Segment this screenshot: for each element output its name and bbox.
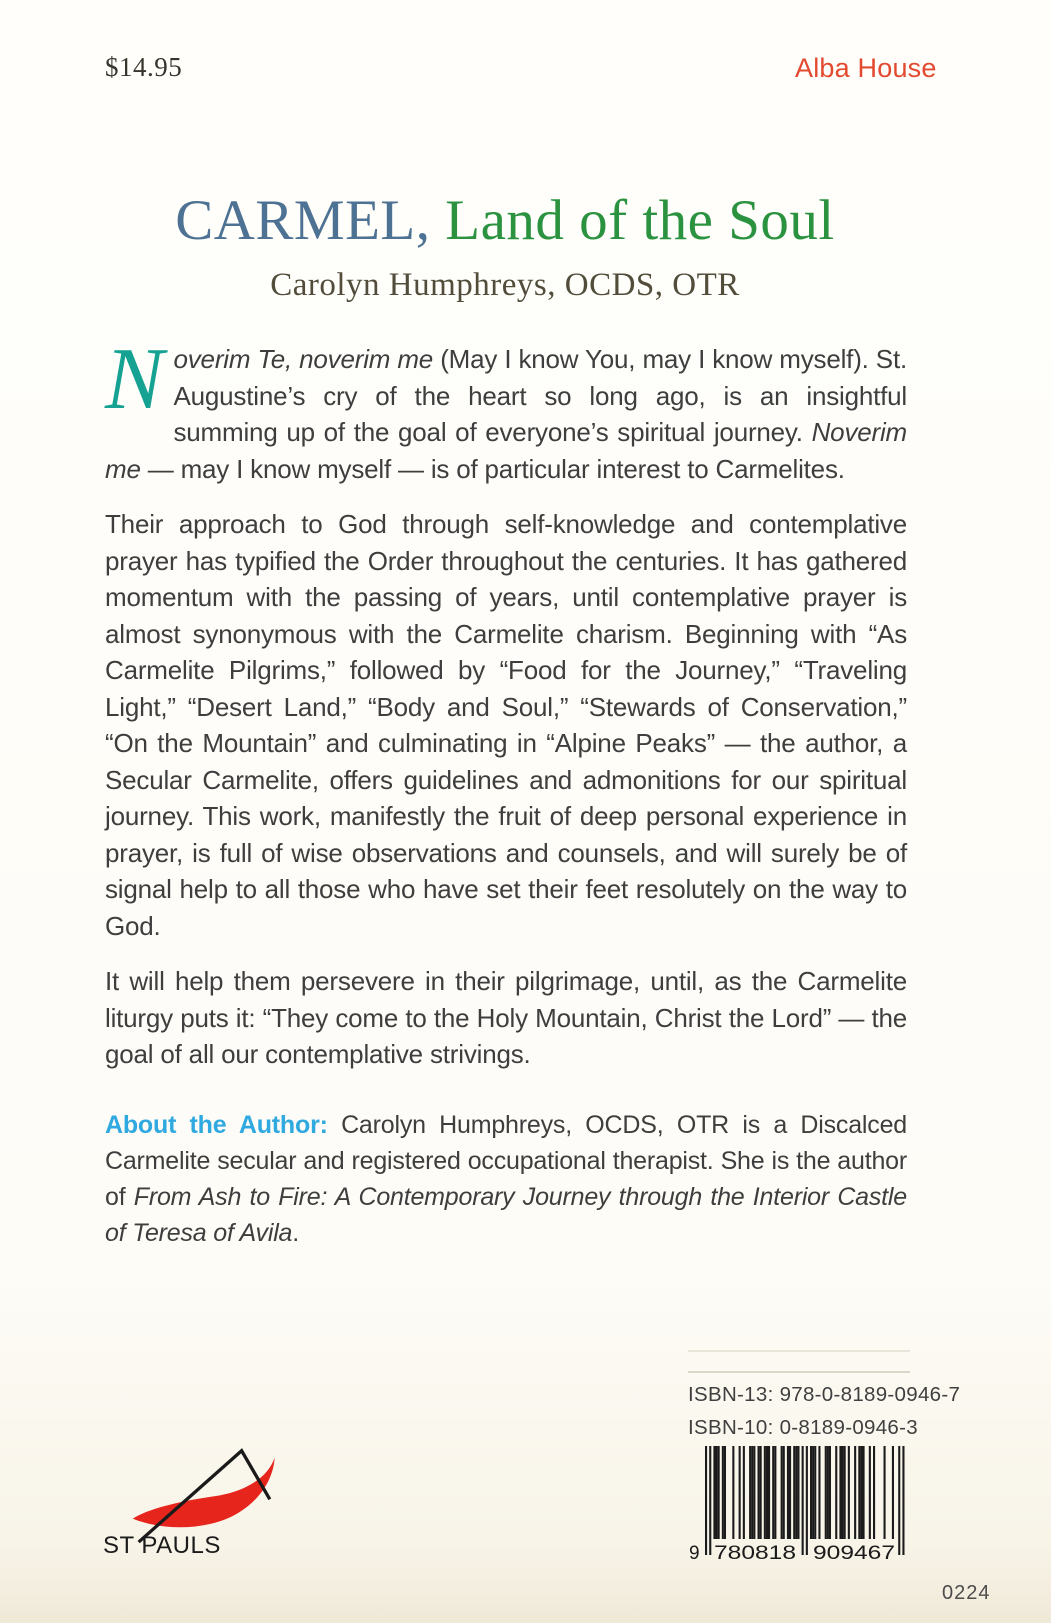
print-code: 0224 (942, 1582, 991, 1604)
paragraph-1-text: (May I know You, may I know myself). St. Augustine’s cry of the heart so long ago, is an insightful summing up of the goal of everyone’s spiritual journey. (173, 344, 907, 447)
st-pauls-wordmark: ST PAULS (103, 1532, 221, 1559)
blurb-paragraph-2: Their approach to God through self-knowledge and contemplative prayer has typified the Order throughout the centuries. It has gathered momentum with the passing of years, until contemplative prayer is almost synonymous with the Carmelite charism. Beginning with “As Carmelite Pilgrims,” followed by “Food for the Journey,” “Traveling Light,” “Desert Land,” “Body and Soul,” “Stewards of Conservation,” “On the Mountain” and culminating in “Alpine Peaks” — the author, a Secular Carmelite, offers guidelines and admonitions for our spiritual journey. This work, manifestly the fruit of deep personal experience in prayer, is full of wise observations and counsels, and will surely be of signal help to all those who have set their feet resolutely on the way to God. (105, 509, 907, 941)
publisher-logo (103, 1437, 323, 1562)
about-author-book-title: From Ash to Fire: A Contemporary Journey through the Interior Castle of Teresa of Avila (105, 1182, 907, 1247)
publisher-name: Alba House (795, 53, 937, 83)
book-title-main: CARMEL, (175, 189, 431, 252)
book-author: Carolyn Humphreys, OCDS, OTR (270, 266, 740, 303)
book-title-rest: Land of the Soul (430, 189, 835, 252)
svg-text:909467: 909467 (813, 1543, 895, 1563)
barcode (688, 1446, 918, 1568)
latin-phrase-2: Noverim me (105, 417, 907, 484)
blurb-paragraph-1 (105, 331, 907, 487)
blurb-column (105, 331, 907, 1270)
divider-line (688, 1350, 910, 1352)
price-label: $14.95 (105, 52, 183, 82)
blurb-paragraph-3: It will help them persevere in their pilgrimage, until, as the Carmelite liturgy puts it: “They come to the Holy Mountain, Christ the Lord” — the goal of all our contemplative strivings. (105, 966, 907, 1069)
dropcap-n: N (105, 331, 164, 428)
title-block (0, 190, 1010, 304)
svg-text:9: 9 (689, 1543, 700, 1563)
ean13-barcode-icon (688, 1446, 907, 1563)
divider-line (688, 1371, 910, 1373)
svg-text:780818: 780818 (714, 1543, 796, 1563)
isbn-block (688, 1350, 961, 1568)
book-title (0, 190, 1010, 253)
isbn-10: ISBN-10: 0-8189-0946-3 (688, 1416, 918, 1439)
isbn-13: ISBN-13: 978-0-8189-0946-7 (688, 1383, 961, 1406)
latin-phrase: overim Te, noverim me (173, 344, 434, 374)
about-author-text: Carolyn Humphreys, OCDS, OTR is a Discalced Carmelite secular and registered occupational therapist. She is the author of (105, 1110, 907, 1211)
about-author-period: . (292, 1218, 300, 1247)
paragraph-1-text-end: — may I know myself — is of particular interest to Carmelites. (140, 453, 845, 484)
about-the-author (105, 1107, 907, 1251)
about-author-label: About the Author: (105, 1110, 328, 1139)
